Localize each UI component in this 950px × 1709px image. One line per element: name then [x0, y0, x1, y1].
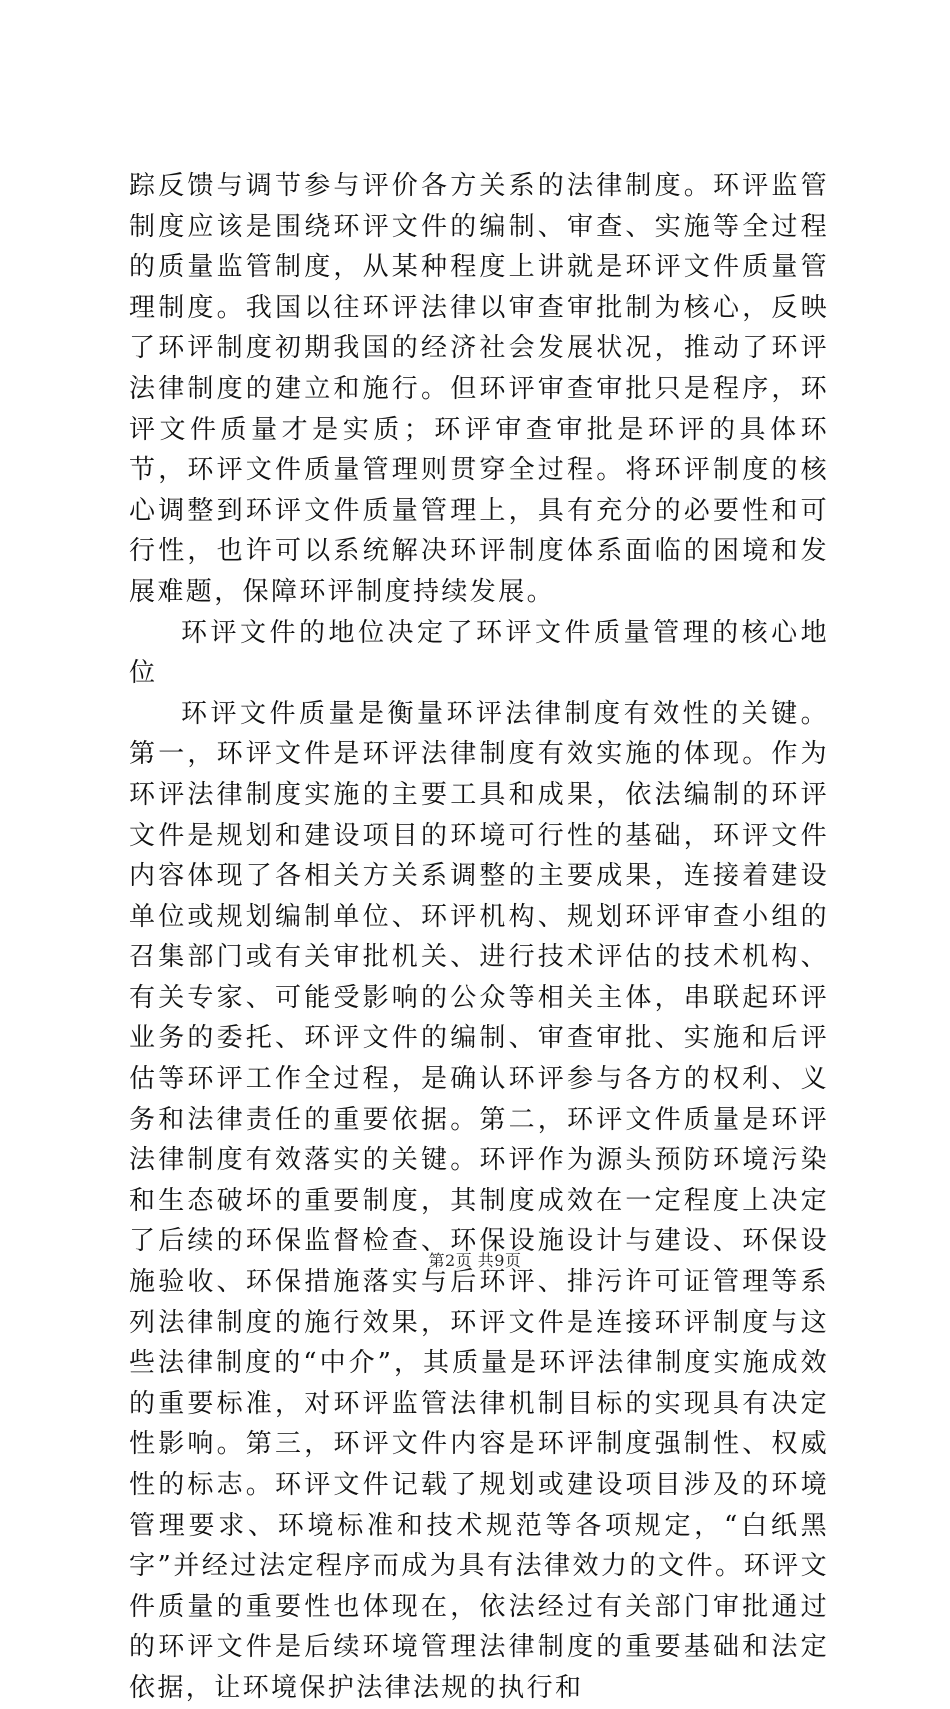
paragraph-body: 环评文件质量是衡量环评法律制度有效性的关键。第一，环评文件是环评法律制度有效实施的体现。作为环评法律制度实施的主要工具和成果，依法编制的环评文件是规划和建设项目的环境可行性的基础，环评文件内容体现了各相关方关系调整的主要成果，连接着建设单位或规划编制单位、环评机构、规划环评审查小组的召集部门或有关审批机关、进行技术评估的技术机构、有关专家、可能受影响的公众等相关主体，串联起环评业务的委托、环评文件的编制、审查审批、实施和后评估等环评工作全过程，是确认环评参与各方的权利、义务和法律责任的重要依据。第二，环评文件质量是环评法律制度有效落实的关键。环评作为源头预防环境污染和生态破坏的重要制度，其制度成效在一定程度上决定了后续的环保监督检查、环保设施设计与建设、环保设施验收、环保措施落实与后环评、排污许可证管理等系列法律制度的施行效果，环评文件是连接环评制度与这些法律制度的“中介”，其质量是环评法律制度实施成效的重要标准，对环评监管法律机制目标的实现具有决定性影响。第三，环评文件内容是环评制度强制性、权威性的标志。环评文件记载了规划或建设项目涉及的环境管理要求、环境标准和技术规范等各项规定，“白纸黑字”并经过法定程序而成为具有法律效力的文件。环评文件质量的重要性也体现在，依法经过有关部门审批通过的环评文件是后续环境管理法律制度的重要基础和法定依据，让环境保护法律法规的执行和 — [129, 698, 829, 1703]
section-heading: 环评文件的地位决定了环评文件质量管理的核心地位 — [129, 617, 829, 689]
document-body — [129, 166, 829, 1709]
page-number-label: 第2页 共9页 — [428, 1251, 522, 1270]
paragraph-continuation: 踪反馈与调节参与评价各方关系的法律制度。环评监管制度应该是围绕环评文件的编制、审查、实施等全过程的质量监管制度，从某种程度上讲就是环评文件质量管理制度。我国以往环评法律以审查审批制为核心，反映了环评制度初期我国的经济社会发展状况，推动了环评法律制度的建立和施行。但环评审查审批只是程序，环评文件质量才是实质；环评审查审批是环评的具体环节，环评文件质量管理则贯穿全过程。将环评制度的核心调整到环评文件质量管理上，具有充分的必要性和可行性，也许可以系统解决环评制度体系面临的困境和发展难题，保障环评制度持续发展。 — [129, 171, 829, 607]
page-footer — [0, 1248, 950, 1271]
